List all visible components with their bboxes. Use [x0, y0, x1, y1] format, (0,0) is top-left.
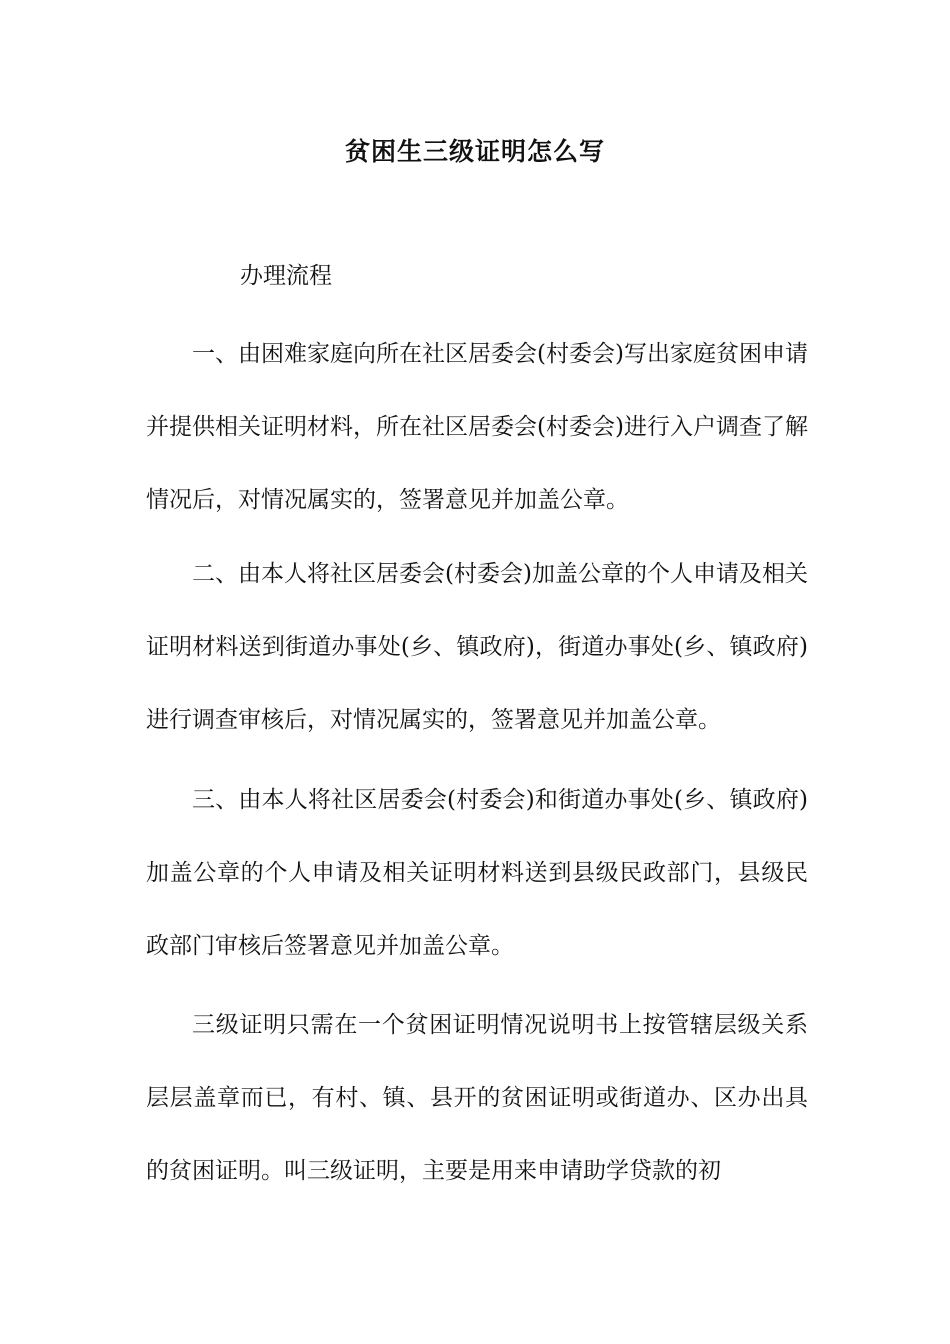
document-title: 贫困生三级证明怎么写: [344, 137, 605, 166]
section-heading: 办理流程: [240, 263, 332, 289]
paragraph-step-three: 三、由本人将社区居委会(村委会)和街道办事处(乡、镇政府)加盖公章的个人申请及相关证明材料送到县级民政部门，县级民政部门审核后签署意见并加盖公章。: [146, 787, 808, 959]
paragraph-step-two: 二、由本人将社区居委会(村委会)加盖公章的个人申请及相关证明材料送到街道办事处(乡、镇政府)，街道办事处(乡、镇政府)进行调查审核后，对情况属实的，签署意见并加盖公章。: [146, 561, 808, 733]
paragraph-explanation: 三级证明只需在一个贫困证明情况说明书上按管辖层级关系层层盖章而已，有村、镇、县开的贫困证明或街道办、区办出具的贫困证明。叫三级证明，主要是用来申请助学贷款的初: [146, 1012, 808, 1184]
paragraph-step-one: 一、由困难家庭向所在社区居委会(村委会)写出家庭贫困申请并提供相关证明材料，所在社区居委会(村委会)进行入户调查了解情况后，对情况属实的，签署意见并加盖公章。: [146, 341, 808, 513]
